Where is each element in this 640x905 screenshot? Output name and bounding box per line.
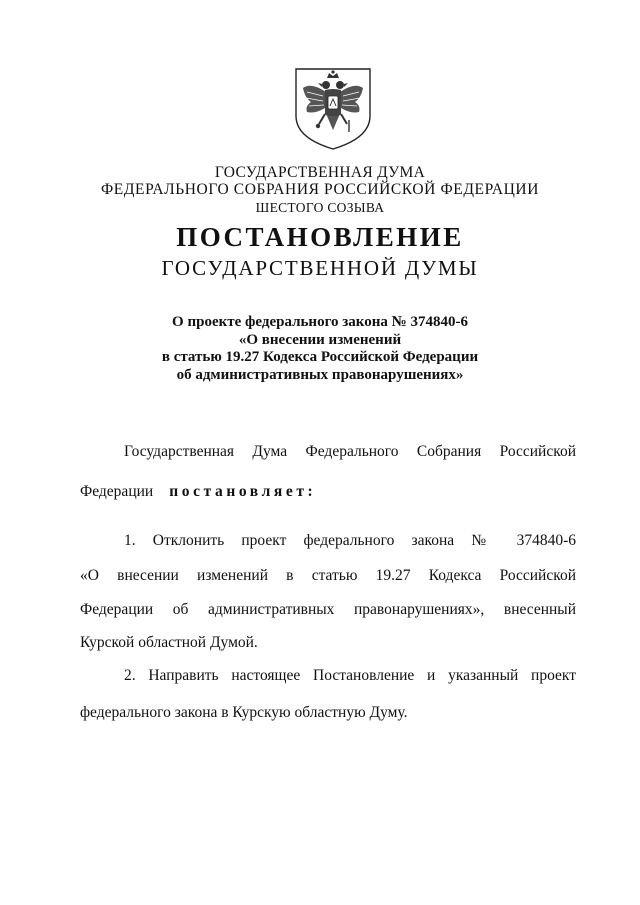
preamble-line-1: Государственная Дума Федерального Собрания Российской: [124, 443, 576, 460]
item-1-line-1: 1. Отклонить проект федерального закона № 374840-6: [124, 532, 576, 549]
title-line-1: О проекте федерального закона № 374840-6: [172, 314, 468, 330]
coat-of-arms-icon: [293, 66, 373, 151]
item-1-line-3: Федерации об административных правонарушениях», внесенный: [80, 601, 576, 618]
title-line-3: в статью 19.27 Кодекса Российской Федерации: [161, 349, 479, 365]
document-issuer: ГОСУДАРСТВЕННОЙ ДУМЫ: [161, 256, 479, 280]
document-type: ПОСТАНОВЛЕНИЕ: [176, 222, 464, 252]
item-2-line-1: 2. Направить настоящее Постановление и указанный проект: [124, 667, 576, 684]
item-1-line-2: «О внесении изменений в статью 19.27 Кодекса Российской: [80, 567, 576, 584]
title-line-2: «О внесении изменений: [238, 331, 402, 348]
item-1-line-4: Курской областной Думой.: [80, 634, 258, 651]
org-line-2: ФЕДЕРАЛЬНОГО СОБРАНИЯ РОССИЙСКОЙ ФЕДЕРАЦИИ: [100, 181, 540, 198]
title-line-4: об административных правонарушениях»: [176, 366, 464, 383]
document-title: [0, 314, 640, 384]
preamble-line-2: [80, 483, 576, 501]
convocation-line: ШЕСТОГО СОЗЫВА: [255, 200, 385, 215]
item-2-line-2: федерального закона в Курскую областную Думу.: [80, 704, 408, 721]
preamble-verb: постановляет:: [169, 483, 317, 500]
preamble-subject: Федерации: [80, 483, 154, 500]
org-line-1: ГОСУДАРСТВЕННАЯ ДУМА: [214, 164, 426, 181]
